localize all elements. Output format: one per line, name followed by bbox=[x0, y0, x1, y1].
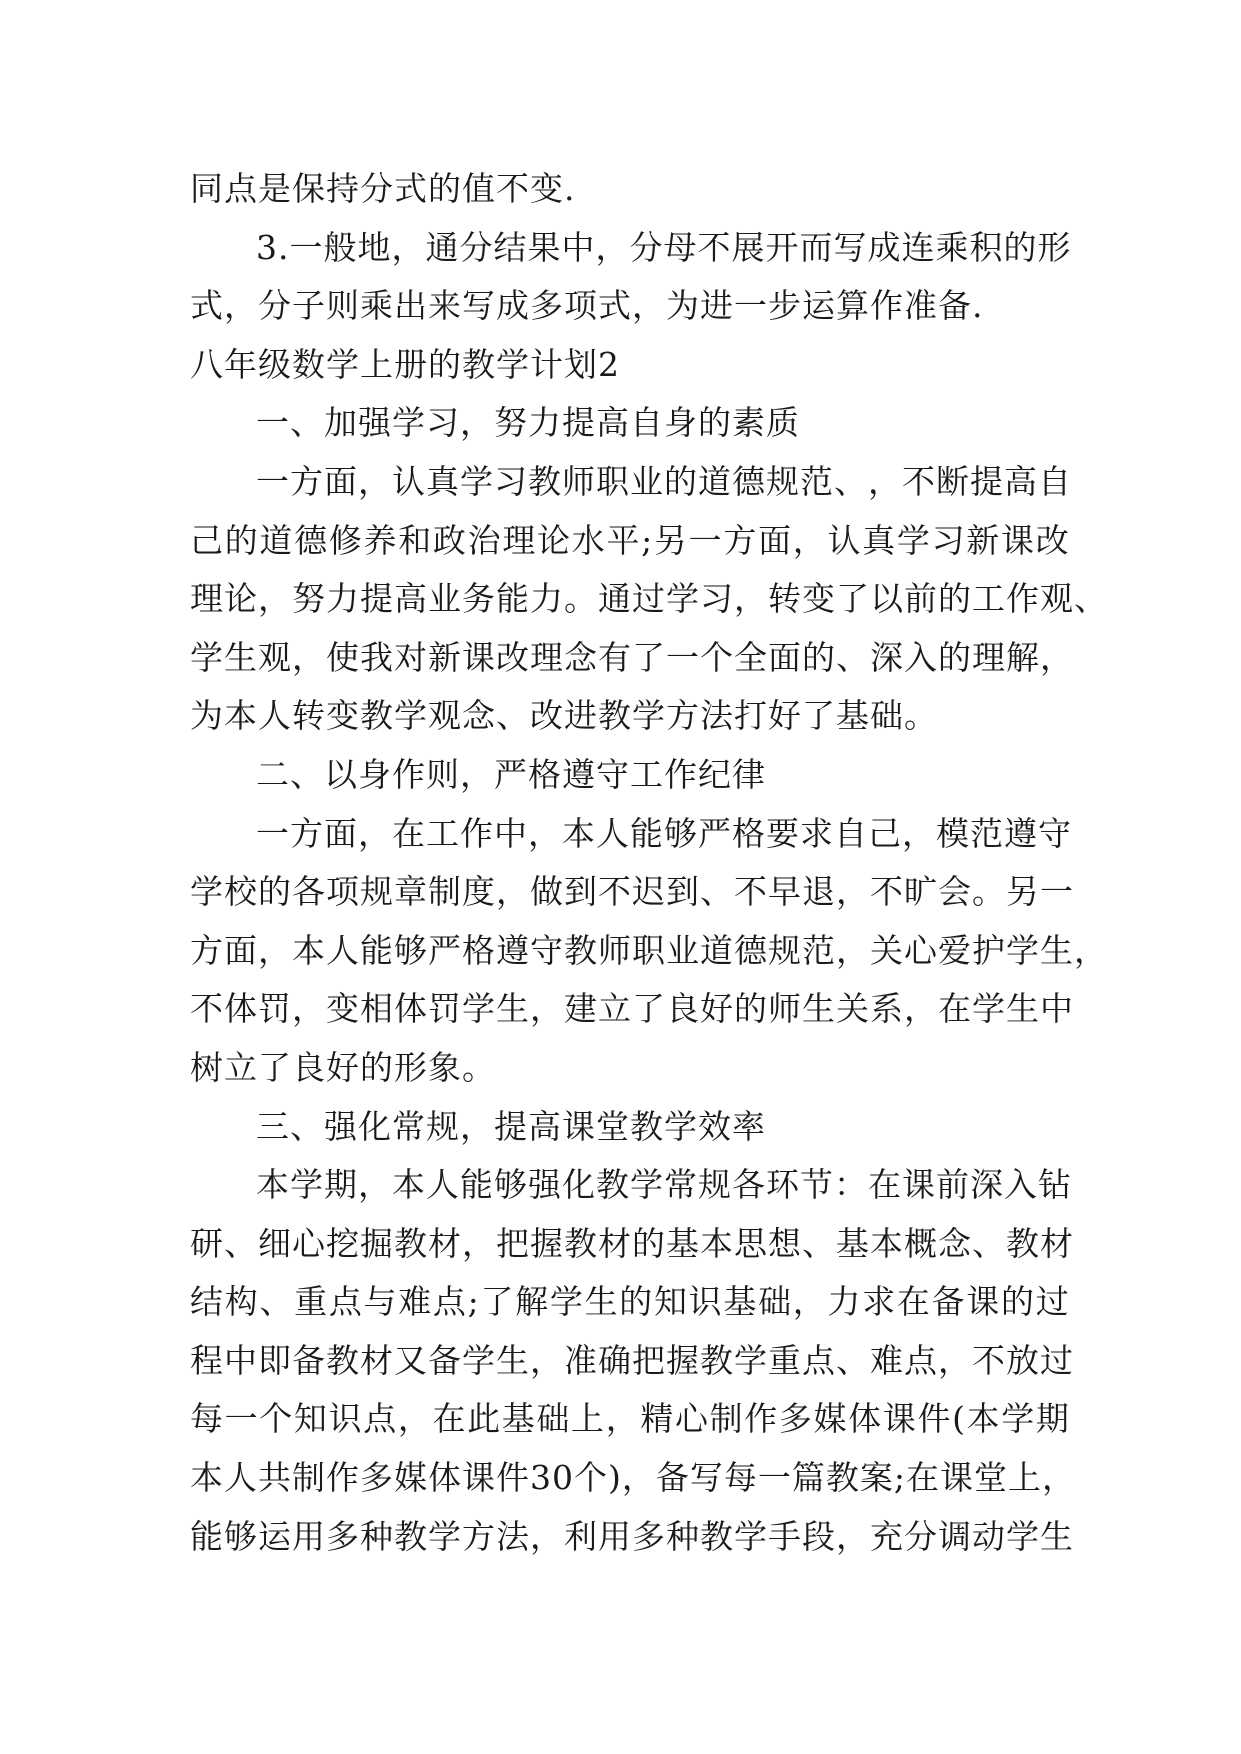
text-line: 方 面 ， 本 人 能 够 严 格 遵 守 教 师 职 业 道 德 规 范 ， 关 心 爱 护 学 生 ， bbox=[190, 930, 1108, 970]
text-line: 一 方 面 ， 认 真 学 习 教 师 职 业 的 道 德 规 范 、 ， 不 断 提 高 自 bbox=[256, 461, 1072, 501]
text-line: 一 方 面 ， 在 工 作 中 ， 本 人 能 够 严 格 要 求 自 己 ， 模 范 遵 守 bbox=[256, 813, 1072, 853]
text-line: 学 生 观 ， 使 我 对 新 课 改 理 念 有 了 一 个 全 面 的 、 深 入 的 理 解 ， bbox=[190, 637, 1074, 677]
text-line: 为本人转变教学观念、改进教学方法打好了基础。 bbox=[190, 696, 938, 736]
text-line: 程 中 即 备 教 材 又 备 学 生 ， 准 确 把 握 教 学 重 点 、 难 点 ， 不 放 过 bbox=[190, 1340, 1074, 1380]
text-line: 能 够 运 用 多 种 教 学 方 法 ， 利 用 多 种 教 学 手 段 ， 充 分 调 动 学 生 bbox=[190, 1516, 1074, 1556]
text-line: 3 . 一 般 地 ， 通 分 结 果 中 ， 分 母 不 展 开 而 写 成 连 乘 积 的 形 bbox=[256, 227, 1072, 267]
text-line: 本 学 期 ， 本 人 能 够 强 化 教 学 常 规 各 环 节 ： 在 课 前 深 入 钻 bbox=[256, 1165, 1072, 1205]
text-line: 三、强化常规，提高课堂教学效率 bbox=[256, 1106, 766, 1146]
text-line: 树立了良好的形象。 bbox=[190, 1047, 496, 1087]
text-line: 本 人 共 制 作 多 媒 体 课 件 3 0 个 ) ， 备 写 每 一 篇 教 案 ; 在 课 堂 上 ， bbox=[190, 1458, 1076, 1498]
text-line: 不 体 罚 ， 变 相 体 罚 学 生 ， 建 立 了 良 好 的 师 生 关 系 ， 在 学 生 中 bbox=[190, 989, 1074, 1029]
text-line: 每 一 个 知 识 点 ， 在 此 基 础 上 ， 精 心 制 作 多 媒 体 课 件 ( 本 学 期 bbox=[190, 1399, 1070, 1439]
text-line: 研 、 细 心 挖 掘 教 材 ， 把 握 教 材 的 基 本 思 想 、 基 本 概 念 、 教 材 bbox=[190, 1223, 1074, 1263]
text-line: 理 论 ， 努 力 提 高 业 务 能 力 。 通 过 学 习 ， 转 变 了 以 前 的 工 作 观 、 bbox=[190, 579, 1108, 619]
text-line: 结 构 、 重 点 与 难 点 ; 了 解 学 生 的 知 识 基 础 ， 力 求 在 备 课 的 过 bbox=[190, 1282, 1070, 1322]
text-line: 二、以身作则，严格遵守工作纪律 bbox=[256, 754, 766, 794]
text-line: 学 校 的 各 项 规 章 制 度 ， 做 到 不 迟 到 、 不 早 退 ， 不 旷 会 。 另 一 bbox=[190, 872, 1074, 912]
text-line: 同点是保持分式的值不变. bbox=[190, 169, 576, 208]
text-line: 八年级数学上册的教学计划2 bbox=[190, 344, 620, 384]
text-line: 式，分子则乘出来写成多项式，为进一步运算作准备. bbox=[190, 286, 984, 326]
text-line: 己 的 道 德 修 养 和 政 治 理 论 水 平 ; 另 一 方 面 ， 认 真 学 习 新 课 改 bbox=[190, 520, 1070, 560]
document-page bbox=[190, 160, 1108, 1566]
text-line: 一、加强学习，努力提高自身的素质 bbox=[256, 403, 800, 443]
